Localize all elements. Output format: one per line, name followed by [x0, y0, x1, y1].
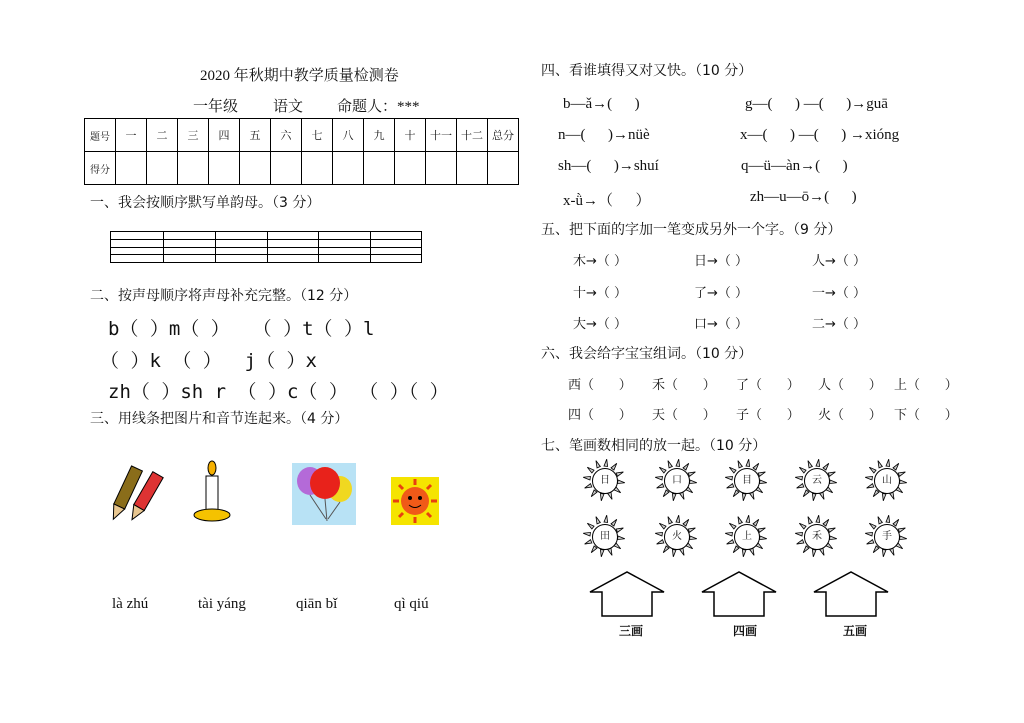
q6-item: 人（ ） [818, 378, 882, 393]
q4-item: sh—( )→shuí [558, 158, 659, 174]
candle-icon [192, 460, 232, 526]
score-table [84, 118, 519, 185]
q4-item: b—ǎ→( ) [563, 96, 640, 112]
q6-item: 天（ ） [652, 408, 716, 423]
score-cell[interactable] [488, 152, 519, 185]
q6-item: 上（ ） [894, 378, 958, 393]
q6-item: 禾（ ） [652, 378, 716, 393]
sun-badge[interactable] [716, 458, 776, 502]
q5-item: 二→（ ） [812, 317, 867, 332]
q2-line-3: zh（ ）sh r （ ）c（ ） （ ）（ ） [108, 381, 449, 403]
arrow-three-strokes [588, 570, 666, 618]
grid-line [215, 232, 216, 262]
sun-icon [391, 477, 439, 525]
score-cell[interactable] [333, 152, 364, 185]
col-header: 总分 [488, 119, 519, 152]
q5-item: 一→（ ） [812, 286, 867, 301]
score-cell[interactable] [178, 152, 209, 185]
arrow-four-strokes [700, 570, 778, 618]
score-cell[interactable] [116, 152, 147, 185]
sun-badge[interactable] [786, 514, 846, 558]
col-header: 五 [240, 119, 271, 152]
q2-line-1: b（ ）m（ ） （ ）t（ ）l [108, 318, 375, 340]
sun-character: 目 [734, 468, 760, 494]
sun-character: 日 [592, 468, 618, 494]
q4-item: n—( )→nüè [558, 127, 650, 143]
arrow-label: 四画 [733, 624, 758, 638]
grid-line [318, 232, 319, 262]
q3-title: 三、用线条把图片和音节连起来。（4 分） [90, 411, 349, 427]
sun-character: 火 [664, 524, 690, 550]
col-header: 六 [271, 119, 302, 152]
author-label: 命题人：*** [337, 99, 420, 115]
q6-item: 了（ ） [736, 378, 800, 393]
sun-character: 山 [874, 468, 900, 494]
q6-item: 西（ ） [568, 378, 632, 393]
score-table-score-row [85, 152, 519, 185]
arrow-label: 五画 [843, 624, 868, 638]
score-cell[interactable] [395, 152, 426, 185]
sun-badge[interactable] [646, 514, 706, 558]
sun-character: 田 [592, 524, 618, 550]
col-header: 八 [333, 119, 364, 152]
grid-line [111, 254, 421, 255]
col-header: 十一 [426, 119, 457, 152]
q5-item: 日→（ ） [694, 254, 749, 269]
sun-badge[interactable] [574, 514, 634, 558]
q6-item: 四（ ） [568, 408, 632, 423]
score-cell[interactable] [209, 152, 240, 185]
sun-character: 云 [804, 468, 830, 494]
grid-line [163, 232, 164, 262]
row-label: 题号 [85, 119, 116, 152]
subject-label: 语文 [273, 99, 304, 115]
score-cell[interactable] [457, 152, 488, 185]
syllable-taiyang: tài yáng [198, 596, 246, 612]
col-header: 十二 [457, 119, 488, 152]
score-cell[interactable] [426, 152, 457, 185]
q5-item: 口→（ ） [694, 317, 749, 332]
q1-answer-grid[interactable] [110, 231, 422, 263]
q4-item: x-ǜ→（ ） [563, 193, 651, 209]
pencils-icon [108, 462, 168, 528]
grid-line [111, 247, 421, 248]
sun-character: 禾 [804, 524, 830, 550]
score-cell[interactable] [240, 152, 271, 185]
q2-line-2: （ ）k （ ） j（ ）x [100, 350, 317, 372]
syllable-lazhu: là zhú [112, 596, 149, 612]
grid-line [267, 232, 268, 262]
q5-title: 五、把下面的字加一笔变成另外一个字。（9 分） [541, 222, 842, 238]
col-header: 十 [395, 119, 426, 152]
q4-title: 四、看谁填得又对又快。（10 分） [541, 63, 753, 79]
q5-item: 人→（ ） [812, 254, 867, 269]
sun-badge[interactable] [646, 458, 706, 502]
balloons-icon [292, 463, 356, 525]
sun-badge[interactable] [716, 514, 776, 558]
q5-item: 了→（ ） [694, 286, 749, 301]
col-header: 二 [147, 119, 178, 152]
q6-item: 下（ ） [894, 408, 958, 423]
score-cell[interactable] [302, 152, 333, 185]
grid-line [370, 232, 371, 262]
q5-item: 十→（ ） [573, 286, 628, 301]
syllable-qiqiu: qì qiú [394, 596, 429, 612]
sun-character: 手 [874, 524, 900, 550]
arrow-label: 三画 [619, 624, 644, 638]
col-header: 九 [364, 119, 395, 152]
col-header: 七 [302, 119, 333, 152]
sun-character: 上 [734, 524, 760, 550]
sun-badge[interactable] [574, 458, 634, 502]
q6-item: 子（ ） [736, 408, 800, 423]
q5-item: 大→（ ） [573, 317, 628, 332]
q7-title: 七、笔画数相同的放一起。（10 分） [541, 438, 767, 454]
grade-label: 一年级 [193, 99, 239, 115]
score-cell[interactable] [271, 152, 302, 185]
q4-item: g—( ) —( )→guā [745, 96, 888, 112]
col-header: 三 [178, 119, 209, 152]
q6-title: 六、我会给字宝宝组词。（10 分） [541, 346, 753, 362]
q5-item: 木→（ ） [573, 254, 628, 269]
col-header: 一 [116, 119, 147, 152]
score-table-header-row [85, 119, 519, 152]
row-label: 得分 [85, 152, 116, 185]
exam-title: 2020 年秋期中教学质量检测卷 [200, 68, 399, 84]
col-header: 四 [209, 119, 240, 152]
syllable-qianbi: qiān bǐ [296, 596, 338, 612]
q6-item: 火（ ） [818, 408, 882, 423]
score-cell[interactable] [364, 152, 395, 185]
grid-line [111, 239, 421, 240]
sun-character: 口 [664, 468, 690, 494]
sun-badge[interactable] [856, 458, 916, 502]
q4-item: zh—u—ō→( ) [750, 189, 857, 205]
q1-title: 一、我会按顺序默写单韵母。（3 分） [90, 195, 321, 211]
q4-item: x—( ) —( ) →xióng [740, 127, 900, 143]
arrow-five-strokes [812, 570, 890, 618]
score-cell[interactable] [147, 152, 178, 185]
q2-title: 二、按声母顺序将声母补充完整。（12 分） [90, 288, 358, 304]
sun-badge[interactable] [786, 458, 846, 502]
q4-item: q—ü—àn→( ) [741, 158, 848, 174]
sun-badge[interactable] [856, 514, 916, 558]
